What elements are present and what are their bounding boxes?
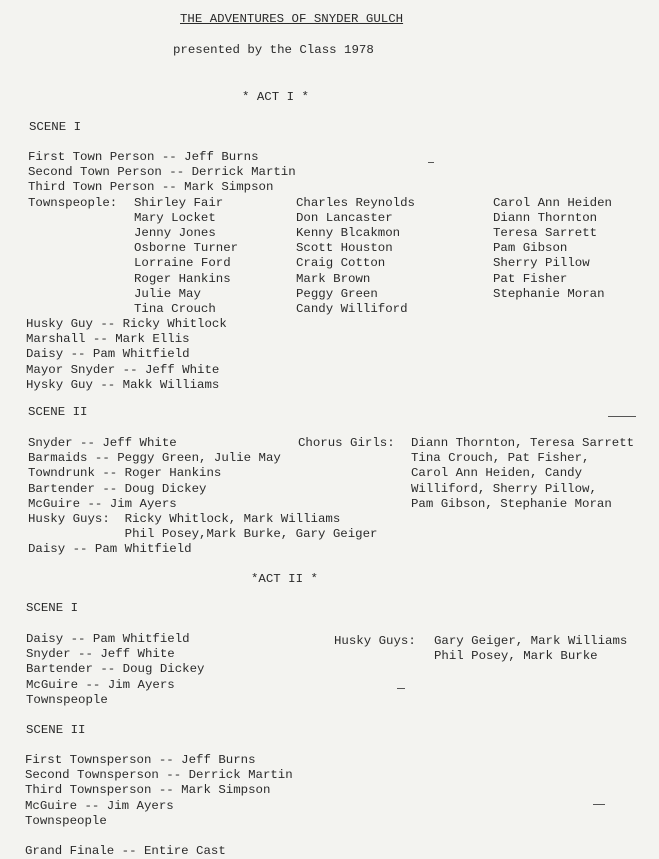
townspeople-column-1 (134, 196, 238, 318)
townspeople-column-2 (296, 196, 415, 318)
cast-line: Snyder -- Jeff White (26, 647, 175, 662)
cast-name: Peggy Green (296, 286, 378, 301)
stray-mark (608, 416, 636, 417)
cast-line: Towndrunk -- Roger Hankins (28, 466, 222, 481)
cast-line: Second Townsperson -- Derrick Martin (25, 768, 293, 783)
cast-name: Stephanie Moran (493, 286, 605, 301)
cast-line: Husky Guy -- Ricky Whitlock (26, 317, 227, 331)
act-1-scene-1-more-roles (26, 317, 227, 393)
cast-name: Craig Cotton (296, 256, 386, 271)
cast-name: Kenny Blcakmon (296, 225, 401, 240)
cast-name: Teresa Sarrett (493, 225, 598, 240)
cast-line: McGuire -- Jim Ayers (25, 798, 174, 813)
chorus-girls-list (411, 436, 634, 512)
townspeople-label: Townspeople: (28, 195, 118, 210)
cast-line: Marshall -- Mark Ellis (26, 332, 190, 347)
cast-name: Roger Hankins (134, 271, 231, 286)
act-2-scene-2-heading: SCENE II (26, 723, 86, 737)
cast-line: Hysky Guy -- Makk Williams (26, 377, 220, 392)
cast-line: Diann Thornton, Teresa Sarrett (411, 436, 635, 450)
cast-line: Daisy -- Pam Whitfield (26, 632, 190, 646)
cast-line: Second Town Person -- Derrick Martin (28, 165, 296, 180)
stray-mark (397, 688, 405, 689)
cast-line: Bartender -- Doug Dickey (28, 481, 207, 496)
cast-name: Scott Houston (296, 241, 393, 256)
cast-name: Shirley Fair (134, 195, 224, 210)
cast-name: Osborne Turner (134, 241, 239, 256)
cast-line: Snyder -- Jeff White (28, 436, 177, 450)
cast-line: Third Town Person -- Mark Simpson (28, 180, 274, 195)
cast-line: Bartender -- Doug Dickey (26, 662, 205, 677)
cast-name: Pat Fisher (493, 271, 568, 286)
cast-line: Phil Posey, Mark Burke (434, 649, 598, 664)
cast-line: Third Townsperson -- Mark Simpson (25, 783, 271, 798)
husky-guys-list (434, 634, 627, 664)
cast-line: Phil Posey,Mark Burke, Gary Geiger (28, 527, 378, 542)
cast-line: McGuire -- Jim Ayers (26, 677, 175, 692)
cast-line: Pam Gibson, Stephanie Moran (411, 496, 612, 511)
cast-line: McGuire -- Jim Ayers (28, 496, 177, 511)
chorus-girls-label: Chorus Girls: (298, 436, 395, 450)
cast-name: Sherry Pillow (493, 256, 590, 271)
act-2-scene-2-roles (25, 753, 293, 829)
cast-line: Carol Ann Heiden, Candy (411, 466, 583, 481)
cast-name: Carol Ann Heiden (493, 195, 612, 210)
cast-name: Pam Gibson (493, 241, 568, 256)
document-subtitle: presented by the Class 1978 (173, 43, 374, 57)
act-2-scene-1-roles (26, 632, 204, 708)
cast-line: First Town Person -- Jeff Burns (28, 150, 259, 164)
cast-name: Tina Crouch (134, 301, 216, 316)
act-1-scene-2-roles (28, 436, 377, 558)
cast-name: Julie May (134, 286, 201, 301)
cast-line: Gary Geiger, Mark Williams (434, 634, 628, 648)
cast-name: Mary Locket (134, 210, 216, 225)
cast-name: Lorraine Ford (134, 256, 231, 271)
grand-finale-line: Grand Finale -- Entire Cast (25, 844, 226, 858)
document-title: THE ADVENTURES OF SNYDER GULCH (180, 12, 404, 26)
act-2-heading: *ACT II * (251, 572, 318, 586)
act-1-heading: * ACT I * (242, 90, 309, 104)
cast-name: Mark Brown (296, 271, 371, 286)
stray-mark (593, 804, 605, 805)
cast-line: Daisy -- Pam Whitfield (28, 542, 192, 557)
stray-mark (428, 162, 434, 163)
cast-name: Don Lancaster (296, 210, 393, 225)
cast-name: Charles Reynolds (296, 195, 415, 210)
cast-name: Diann Thornton (493, 210, 598, 225)
cast-name: Jenny Jones (134, 225, 216, 240)
cast-line: First Townsperson -- Jeff Burns (25, 753, 256, 767)
cast-line: Mayor Snyder -- Jeff White (26, 362, 220, 377)
townspeople-column-3 (493, 196, 612, 302)
act-2-scene-1-heading: SCENE I (26, 601, 79, 615)
cast-line: Townspeople (25, 813, 107, 828)
husky-guys-label: Husky Guys: (334, 634, 416, 648)
act-1-scene-1-heading: SCENE I (29, 120, 82, 134)
cast-line: Daisy -- Pam Whitfield (26, 347, 190, 362)
cast-line: Tina Crouch, Pat Fisher, (411, 451, 590, 466)
cast-line: Husky Guys: Ricky Whitlock, Mark Williams (28, 511, 341, 526)
cast-line: Barmaids -- Peggy Green, Julie May (28, 451, 281, 466)
cast-line: Townspeople (26, 692, 108, 707)
cast-line: Williford, Sherry Pillow, (411, 481, 597, 496)
act-1-scene-2-heading: SCENE II (28, 405, 88, 419)
cast-name: Candy Williford (296, 301, 408, 316)
